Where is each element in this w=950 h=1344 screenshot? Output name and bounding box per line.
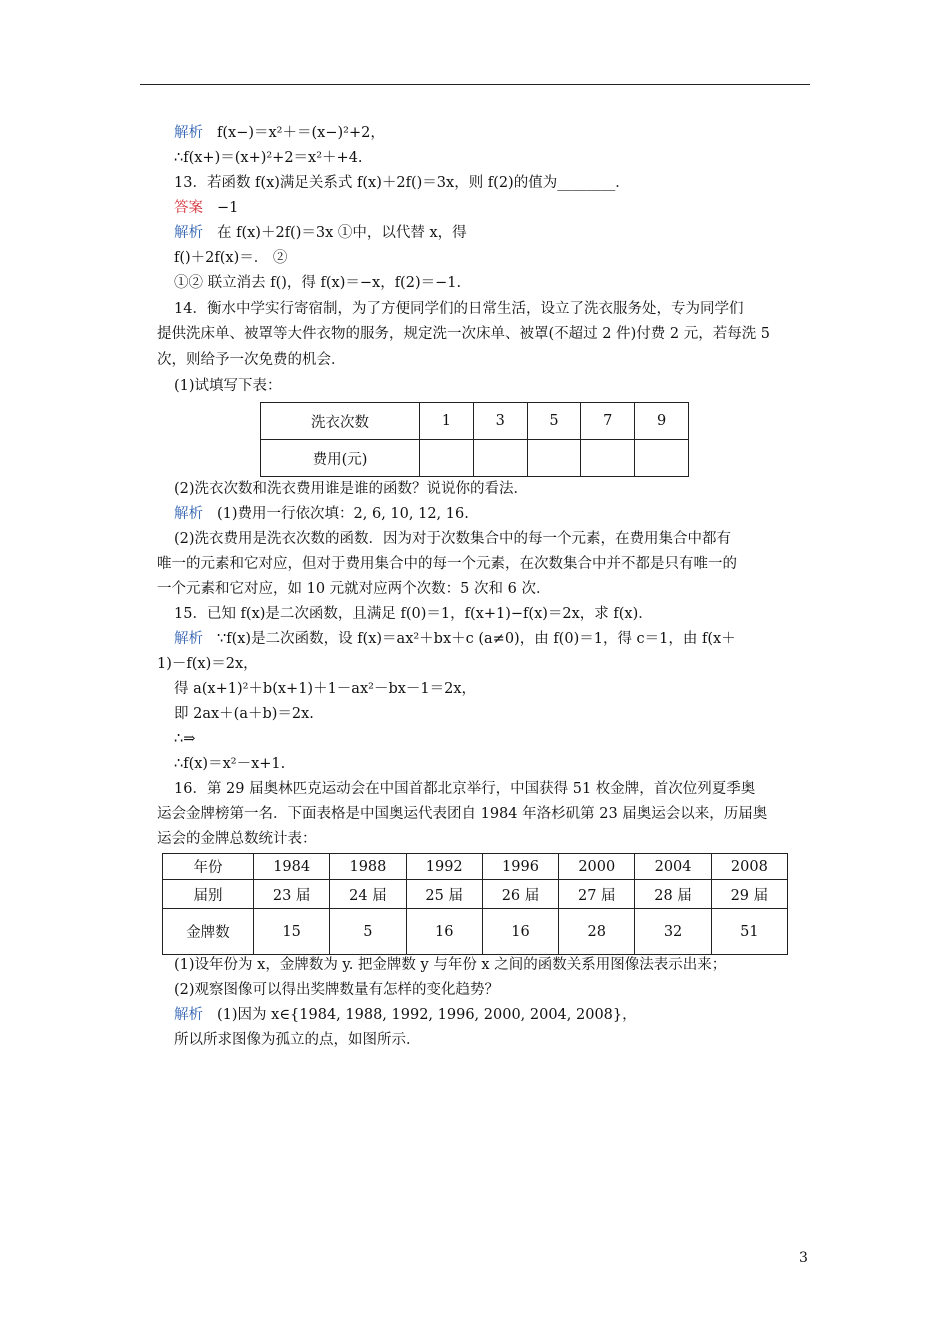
- text-line: 唯一的元素和它对应，但对于费用集合中的每一个元素，在次数集合中并不都是只有唯一的: [157, 556, 737, 572]
- text-line: 提供洗床单、被罩等大件衣物的服务，规定洗一次床单、被罩(不超过 2 件)付费 2 元，若每洗 5: [157, 326, 771, 342]
- table-cell: 15: [254, 909, 330, 955]
- text-line: 次，则给予一次免费的机会．: [157, 352, 346, 368]
- table-cell: 1: [420, 403, 474, 440]
- table-cell: 1992: [406, 854, 482, 880]
- table-cell: [635, 440, 689, 477]
- solution-label: 解析: [174, 506, 203, 522]
- solution-label: 解析: [174, 631, 203, 647]
- table-cell: [527, 440, 581, 477]
- table-header-cell: 洗衣次数: [261, 403, 420, 440]
- solution-text: (1)费用一行依次填：2, 6, 10, 12, 16.: [217, 506, 469, 522]
- answer-label: 答案: [174, 200, 203, 216]
- solution-label: 解析: [174, 225, 203, 241]
- solution-label: 解析: [174, 125, 203, 141]
- text-line: f()＋2f(x)＝． ②: [174, 250, 288, 266]
- solution-label: 解析: [174, 1007, 203, 1023]
- answer-line: [174, 198, 238, 218]
- solution-line-3: [174, 504, 469, 524]
- text-line: ∴f(x+)＝(x+)²+2＝x²＋+4.: [174, 150, 363, 166]
- solution-line-4: [174, 629, 736, 649]
- text-line: 得 a(x+1)²＋b(x+1)＋1－ax²－bx－1＝2x，: [174, 681, 477, 697]
- text-line: 运会的金牌总数统计表：: [157, 831, 317, 847]
- page-number: 3: [799, 1250, 808, 1266]
- text-line: 1)－f(x)＝2x，: [157, 656, 258, 672]
- question-16: 16．第 29 届奥林匹克运动会在中国首都北京举行，中国获得 51 枚金牌，首次位列夏季奥: [174, 781, 756, 797]
- table-cell: 27 届: [559, 880, 635, 909]
- olympic-medal-table: [162, 853, 788, 955]
- table-header-cell: 费用(元): [261, 440, 420, 477]
- text-line: ①② 联立消去 f()，得 f(x)＝−x，f(2)＝−1.: [174, 275, 462, 291]
- table-cell: 29 届: [711, 880, 787, 909]
- solution-text: 在 f(x)＋2f()＝3x ①中，以代替 x，得: [217, 225, 467, 241]
- text-line: (2)洗衣费用是洗衣次数的函数．因为对于次数集合中的每一个元素，在费用集合中都有: [174, 531, 732, 547]
- table-cell: 9: [635, 403, 689, 440]
- table-cell: 51: [711, 909, 787, 955]
- table-cell: 5: [527, 403, 581, 440]
- question-13: 13．若函数 f(x)满足关系式 f(x)＋2f()＝3x，则 f(2)的值为________．: [174, 175, 630, 191]
- table-cell: 1988: [330, 854, 406, 880]
- table-cell: 32: [635, 909, 711, 955]
- text-line: (2)洗衣次数和洗衣费用谁是谁的函数？说说你的看法．: [174, 481, 529, 497]
- table-cell: [581, 440, 635, 477]
- table-cell: 25 届: [406, 880, 482, 909]
- text-line: 所以所求图像为孤立的点，如图所示．: [174, 1032, 421, 1048]
- table-cell: [473, 440, 527, 477]
- table-cell: 2008: [711, 854, 787, 880]
- table-cell: 1984: [254, 854, 330, 880]
- solution-line-1: [174, 123, 385, 143]
- text-line: ∴⇒: [174, 731, 196, 747]
- table-header-cell: 年份: [163, 854, 254, 880]
- solution-text: (1)因为 x∈{1984, 1988, 1992, 1996, 2000, 2004, 2008}，: [217, 1007, 637, 1023]
- table-cell: 3: [473, 403, 527, 440]
- table-cell: 26 届: [482, 880, 558, 909]
- solution-line-5: [174, 1005, 637, 1025]
- table-cell: 16: [406, 909, 482, 955]
- text-line: (1)设年份为 x，金牌数为 y. 把金牌数 y 与年份 x 之间的函数关系用图像法表示出来；: [174, 957, 727, 973]
- text-line: 即 2ax＋(a＋b)＝2x.: [174, 706, 314, 722]
- table-cell: [420, 440, 474, 477]
- question-14: 14．衡水中学实行寄宿制，为了方便同学们的日常生活，设立了洗衣服务处，专为同学们: [174, 301, 744, 317]
- text-line: 运会金牌榜第一名．下面表格是中国奥运代表团自 1984 年洛杉矶第 23 届奥运会以来，历届奥: [157, 806, 768, 822]
- table-cell: 16: [482, 909, 558, 955]
- answer-text: −1: [217, 200, 239, 216]
- table-header-cell: 届别: [163, 880, 254, 909]
- question-15: 15．已知 f(x)是二次函数，且满足 f(0)＝1，f(x+1)−f(x)＝2x，求 f(x)．: [174, 606, 653, 622]
- table-cell: 23 届: [254, 880, 330, 909]
- laundry-table: [260, 402, 689, 477]
- text-line: ∴f(x)＝x²－x+1.: [174, 756, 286, 772]
- table-cell: 2004: [635, 854, 711, 880]
- text-line: 一个元素和它对应，如 10 元就对应两个次数：5 次和 6 次．: [157, 581, 551, 597]
- solution-line-2: [174, 223, 467, 243]
- table-cell: 28 届: [635, 880, 711, 909]
- solution-text: f(x−)＝x²＋＝(x−)²+2，: [217, 125, 385, 141]
- table-cell: 1996: [482, 854, 558, 880]
- text-line: (1)试填写下表：: [174, 378, 282, 394]
- table-cell: 7: [581, 403, 635, 440]
- header-rule: [140, 84, 810, 85]
- table-cell: 24 届: [330, 880, 406, 909]
- text-line: (2)观察图像可以得出奖牌数量有怎样的变化趋势？: [174, 982, 500, 998]
- table-cell: 5: [330, 909, 406, 955]
- table-header-cell: 金牌数: [163, 909, 254, 955]
- table-cell: 28: [559, 909, 635, 955]
- solution-text: ∵f(x)是二次函数，设 f(x)＝ax²＋bx＋c (a≠0)，由 f(0)＝1，得 c＝1，由 f(x＋: [217, 631, 736, 647]
- table-cell: 2000: [559, 854, 635, 880]
